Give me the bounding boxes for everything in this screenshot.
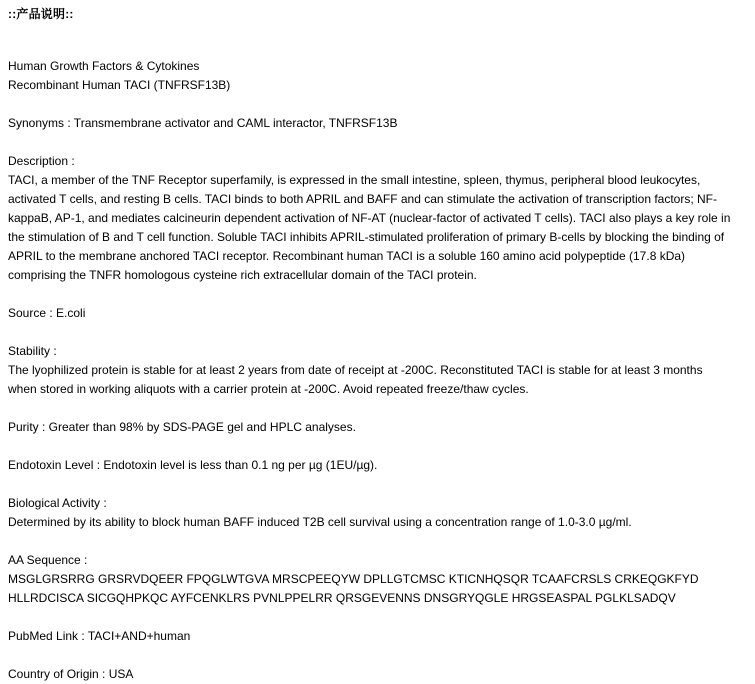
stability-label: Stability : <box>8 344 57 358</box>
aa-sequence-line: HLLRDCISCA SICGQHPKQC AYFCENKLRS PVNLPPELRR QRSGEVENNS DNSGRYQGLE HRGSEASPAL PGLKLSADQV <box>8 591 676 605</box>
description-line: TACI, a member of the TNF Receptor superfamily, is expressed in the small intestine, spleen, thymus, peripheral blood leukocytes, <box>8 173 701 187</box>
description-line: comprising the TNFR homologous cysteine rich extracellular domain of the TACI protein. <box>8 268 477 282</box>
description-line: the stimulation of B and T cell function. Soluble TACI inhibits APRIL-stimulated proliferation of primary B-cells by blocking the binding of <box>8 230 725 244</box>
product-category: Human Growth Factors & Cytokines <box>8 59 200 73</box>
spacer <box>8 532 748 551</box>
aa-sequence-label: AA Sequence : <box>8 553 88 567</box>
product-name: Recombinant Human TACI (TNFRSF13B) <box>8 78 231 92</box>
synonyms-text: Synonyms : Transmembrane activator and CAML interactor, TNFRSF13B <box>8 116 398 130</box>
pubmed-label: PubMed Link : <box>8 629 88 643</box>
source-text: Source : E.coli <box>8 306 86 320</box>
spacer <box>8 399 748 418</box>
spacer <box>8 475 748 494</box>
spacer <box>8 95 748 114</box>
spacer <box>8 133 748 152</box>
spacer <box>8 646 748 665</box>
stability-line: The lyophilized protein is stable for at least 2 years from date of receipt at -200C. Reconstituted TACI is stable for at least 3 months <box>8 363 703 377</box>
aa-sequence-line: MSGLGRSRRG GRSRVDQEER FPQGLWTGVA MRSCPEEQYW DPLLGTCMSC KTICNHQSQR TCAAFCRSLS CRKEQGKFYD <box>8 572 699 586</box>
description-label: Description : <box>8 154 75 168</box>
description-line: APRIL to the membrane anchored TACI receptor. Recombinant human TACI is a soluble 160 amino acid polypeptide (17.8 kDa) <box>8 249 686 263</box>
biological-activity-label: Biological Activity : <box>8 496 107 510</box>
spacer <box>8 285 748 304</box>
stability-line: when stored in working aliquots with a carrier protein at -200C. Avoid repeated freeze/thaw cycles. <box>8 382 529 396</box>
description-line: activated T cells, and resting B cells. TACI binds to both APRIL and BAFF and can stimulate the activation of transcription factors; NF- <box>8 192 718 206</box>
spacer <box>8 437 748 456</box>
pubmed-link[interactable]: TACI+AND+human <box>87 629 191 643</box>
spacer <box>8 323 748 342</box>
purity-text: Purity : Greater than 98% by SDS-PAGE gel and HPLC analyses. <box>8 420 356 434</box>
spacer <box>8 608 748 627</box>
section-heading: ::产品说明:: <box>8 7 74 21</box>
description-line: kappaB, AP-1, and mediates calcineurin dependent activation of NF-AT (nuclear-factor of activated T cells). TACI also plays a key role in <box>8 211 731 225</box>
country-of-origin-text: Country of Origin : USA <box>8 667 134 681</box>
endotoxin-text: Endotoxin Level : Endotoxin level is less than 0.1 ng per µg (1EU/µg). <box>8 458 378 472</box>
pubmed-row <box>8 627 748 646</box>
biological-activity-text: Determined by its ability to block human BAFF induced T2B cell survival using a concentration range of 1.0-3.0 µg/ml. <box>8 515 632 529</box>
product-description-page <box>8 0 748 684</box>
